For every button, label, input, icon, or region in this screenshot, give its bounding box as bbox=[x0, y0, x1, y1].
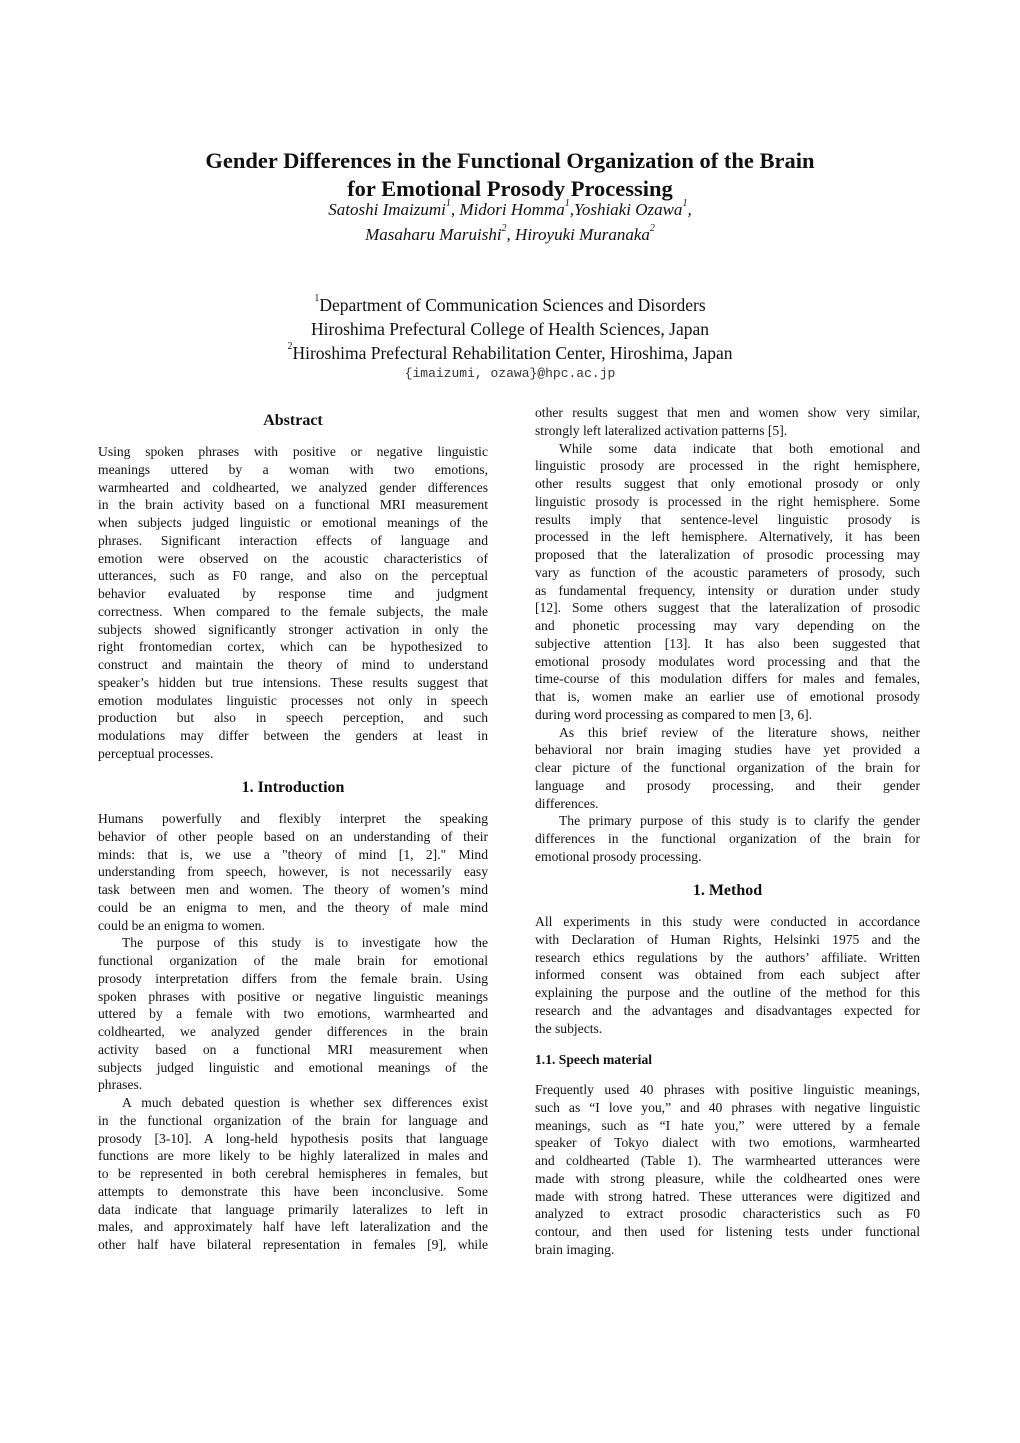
text-line: A much debated question is whether sex differences exist bbox=[122, 1095, 488, 1110]
text-line: made with strong hatred. These utterances were digitized and bbox=[535, 1188, 920, 1204]
text-line: behavior evaluated by response time and judgment bbox=[98, 586, 488, 601]
text-line: made with strong pleasure, while the coldhearted ones were bbox=[535, 1170, 920, 1186]
text-line: to be represented in both cerebral hemispheres in females, but bbox=[98, 1166, 488, 1181]
text-line: linguistic prosody is processed in the right hemisphere. Some bbox=[535, 493, 920, 509]
text-line: While some data indicate that both emotional and bbox=[559, 440, 920, 456]
text-line: modulations may differ between the genders at least in bbox=[98, 728, 488, 743]
text-line: task between men and women. The theory of women’s mind bbox=[98, 882, 488, 897]
affiliation-2-marker: 2 bbox=[287, 341, 293, 352]
text-line: Humans powerfully and flexibly interpret the speaking bbox=[98, 811, 488, 826]
text-line: perceptual processes. bbox=[98, 745, 214, 761]
text-line: research and the advantages and disadvantages expected for bbox=[535, 1002, 920, 1018]
author-name: Masaharu Maruishi bbox=[365, 225, 502, 244]
text-line: processed in the left hemisphere. Alternatively, it has been bbox=[535, 529, 920, 545]
text-line: minds: that is, we use a "theory of mind [1, 2]." Mind bbox=[98, 846, 488, 862]
affiliation-1-marker: 1 bbox=[314, 293, 320, 304]
text-line: speaker’s hidden but true intensions. These results suggest that bbox=[98, 674, 488, 690]
text-line: data indicate that language primarily lateralizes to left in bbox=[98, 1201, 488, 1217]
text-line: Frequently used 40 phrases with positive linguistic meanings, bbox=[535, 1082, 920, 1097]
text-line: research ethics regulations by the authors’ affiliate. Written bbox=[535, 949, 920, 965]
text-line: could be an enigma to women. bbox=[98, 917, 265, 933]
text-line: analyzed to extract prosodic characteristics such as F0 bbox=[535, 1206, 920, 1222]
text-line: during word processing as compared to men [3, 6]. bbox=[535, 706, 813, 722]
text-line: differences. bbox=[535, 795, 599, 811]
author-name: , Midori Homma bbox=[450, 200, 565, 219]
affiliation-1b: Hiroshima Prefectural College of Health Sciences, Japan bbox=[311, 319, 709, 339]
text-line: contour, and then used for listening tests under functional bbox=[535, 1224, 920, 1239]
text-line: behavior of other people based on an understanding of their bbox=[98, 828, 488, 844]
text-line: clear picture of the functional organization of the brain for bbox=[535, 760, 920, 775]
speech-material-body bbox=[535, 1081, 920, 1259]
text-line: emotion modulates linguistic processes not only in speech bbox=[98, 692, 488, 708]
text-line: that is, women make an earlier use of emotional prosody bbox=[535, 689, 920, 704]
author-affiliation-marker: 1 bbox=[564, 198, 570, 209]
text-line: coldhearted, we analyzed gender differences in the brain bbox=[98, 1024, 488, 1039]
affiliation-2-text: Hiroshima Prefectural Rehabilitation Center, Hiroshima, Japan bbox=[292, 343, 733, 363]
text-line: right frontomedian cortex, which can be hypothesized to bbox=[98, 639, 488, 655]
text-line: and coldhearted (Table 1). The warmhearted utterances were bbox=[535, 1153, 920, 1168]
author-name: Satoshi Imaizumi bbox=[328, 200, 446, 219]
text-line: and phonetic processing may vary depending on the bbox=[535, 618, 920, 633]
text-line: emotional prosody processing. bbox=[535, 848, 702, 864]
method-body bbox=[535, 913, 920, 1037]
text-line: meanings uttered by a woman with two emotions, bbox=[98, 461, 488, 477]
text-line: time-course of this modulation differs for males and females, bbox=[535, 671, 920, 687]
author-name: , Hiroyuki Muranaka bbox=[506, 225, 650, 244]
text-line: strongly left lateralized activation patterns [5]. bbox=[535, 422, 788, 438]
affiliation-1 bbox=[0, 295, 1020, 316]
text-line: behavioral nor brain imaging studies have yet provided a bbox=[535, 742, 920, 758]
text-line: the subjects. bbox=[535, 1020, 603, 1036]
text-line: when subjects judged linguistic or emotional meanings of the bbox=[98, 515, 488, 530]
author-name: ,Yoshiaki Ozawa bbox=[569, 200, 683, 219]
text-line: such as “I love you,” and 40 phrases with negative linguistic bbox=[535, 1099, 920, 1115]
text-line: proposed that the lateralization of prosodic processing may bbox=[535, 547, 920, 562]
text-line: other results suggest that only emotional prosody or only bbox=[535, 476, 920, 491]
text-line: uttered by a female with two emotions, warmhearted and bbox=[98, 1006, 488, 1022]
abstract-heading: Abstract bbox=[263, 412, 323, 429]
text-line: functions are more likely to be highly lateralized in males and bbox=[98, 1148, 488, 1164]
authors-line-2 bbox=[0, 225, 1020, 245]
affiliation-1-text: Department of Communication Sciences and Disorders bbox=[319, 295, 706, 315]
text-line: correctness. When compared to the female subjects, the male bbox=[98, 603, 488, 619]
text-line: warmhearted and coldhearted, we analyzed gender differences bbox=[98, 479, 488, 495]
speech-material-heading: 1.1. Speech material bbox=[535, 1052, 653, 1067]
text-line: understanding from speech, however, is not necessarily easy bbox=[98, 864, 488, 880]
text-line: subjects judged linguistic and emotional meanings of the bbox=[98, 1059, 488, 1075]
text-line: phrases. Significant interaction effects of language and bbox=[98, 532, 488, 548]
text-line: phrases. bbox=[98, 1077, 143, 1093]
text-line: males, and approximately half have left lateralization and the bbox=[98, 1219, 488, 1235]
affiliation-2 bbox=[0, 343, 1020, 364]
author-affiliation-marker: 1 bbox=[682, 198, 688, 209]
text-line: in the functional organization of the brain for language and bbox=[98, 1112, 488, 1128]
text-line: functional organization of the male brain for emotional bbox=[98, 953, 488, 968]
text-line: As this brief review of the literature shows, neither bbox=[559, 724, 920, 740]
text-line: prosody [3-10]. A long-held hypothesis posits that language bbox=[98, 1130, 488, 1146]
abstract-body bbox=[98, 443, 488, 763]
text-line: Using spoken phrases with positive or negative linguistic bbox=[98, 444, 488, 459]
email: {imaizumi, ozawa}@hpc.ac.jp bbox=[404, 366, 616, 381]
paper-title-line-2: for Emotional Prosody Processing bbox=[347, 176, 673, 201]
author-affiliation-marker: 2 bbox=[649, 223, 655, 234]
text-line: explaining the purpose and the outline of the method for this bbox=[535, 985, 920, 1000]
text-line: other results suggest that men and women show very similar, bbox=[535, 405, 920, 420]
author-affiliation-marker: 2 bbox=[501, 223, 507, 234]
text-line: [12]. Some others suggest that the lateralization of prosodic bbox=[535, 600, 920, 616]
text-line: other half have bilateral representation in females [9], while bbox=[98, 1237, 488, 1252]
text-line: language and prosody processing, and their gender bbox=[535, 777, 920, 793]
text-line: speaker of Tokyo dialect with two emotions, warmhearted bbox=[535, 1135, 920, 1151]
text-line: emotional prosody modulates word processing and that the bbox=[535, 653, 920, 669]
introduction-body-left bbox=[98, 810, 488, 1254]
text-line: construct and maintain the theory of mind to understand bbox=[98, 657, 488, 672]
text-line: activity based on a functional MRI measurement when bbox=[98, 1041, 488, 1057]
text-line: informed consent was obtained from each subject after bbox=[535, 967, 920, 983]
text-line: prosody interpretation differs from the female brain. Using bbox=[98, 970, 488, 986]
text-line: vary as function of the acoustic parameters of prosody, such bbox=[535, 564, 920, 580]
introduction-heading: 1. Introduction bbox=[241, 779, 345, 796]
text-line: spoken phrases with positive or negative linguistic meanings bbox=[98, 988, 488, 1004]
text-line: differences in the functional organization of the brain for bbox=[535, 831, 920, 846]
text-line: as fundamental frequency, intensity or duration under study bbox=[535, 582, 920, 598]
text-line: utterances, such as F0 range, and also on the perceptual bbox=[98, 568, 488, 584]
authors-line-1 bbox=[0, 200, 1020, 220]
text-line: production but also in speech perception, and such bbox=[98, 710, 488, 726]
text-line: meanings, such as “I hate you,” were uttered by a female bbox=[535, 1117, 920, 1133]
text-line: linguistic prosody are processed in the right hemisphere, bbox=[535, 458, 920, 474]
author-affiliation-marker: 1 bbox=[445, 198, 451, 209]
method-heading: 1. Method bbox=[692, 882, 763, 899]
text-line: All experiments in this study were conducted in accordance bbox=[535, 914, 920, 929]
text-line: The purpose of this study is to investigate how the bbox=[122, 935, 488, 951]
text-line: brain imaging. bbox=[535, 1241, 615, 1257]
text-line: with Declaration of Human Rights, Helsinki 1975 and the bbox=[535, 931, 920, 947]
text-line: emotion were observed on the acoustic characteristics of bbox=[98, 550, 488, 566]
text-line: could be an enigma to men, and the theory of male mind bbox=[98, 899, 488, 915]
text-line: subjective attention [13]. It has also been suggested that bbox=[535, 635, 920, 651]
text-line: attempts to demonstrate this have been inconclusive. Some bbox=[98, 1183, 488, 1199]
paper-title-line-1: Gender Differences in the Functional Organization of the Brain bbox=[205, 148, 815, 173]
text-line: results imply that sentence-level linguistic prosody is bbox=[535, 511, 920, 527]
introduction-body-right bbox=[535, 404, 920, 866]
text-line: in the brain activity based on a functional MRI measurement bbox=[98, 497, 488, 513]
author-name: , bbox=[687, 200, 692, 219]
text-line: subjects showed significantly stronger activation in only the bbox=[98, 621, 488, 637]
text-line: The primary purpose of this study is to clarify the gender bbox=[559, 813, 920, 829]
